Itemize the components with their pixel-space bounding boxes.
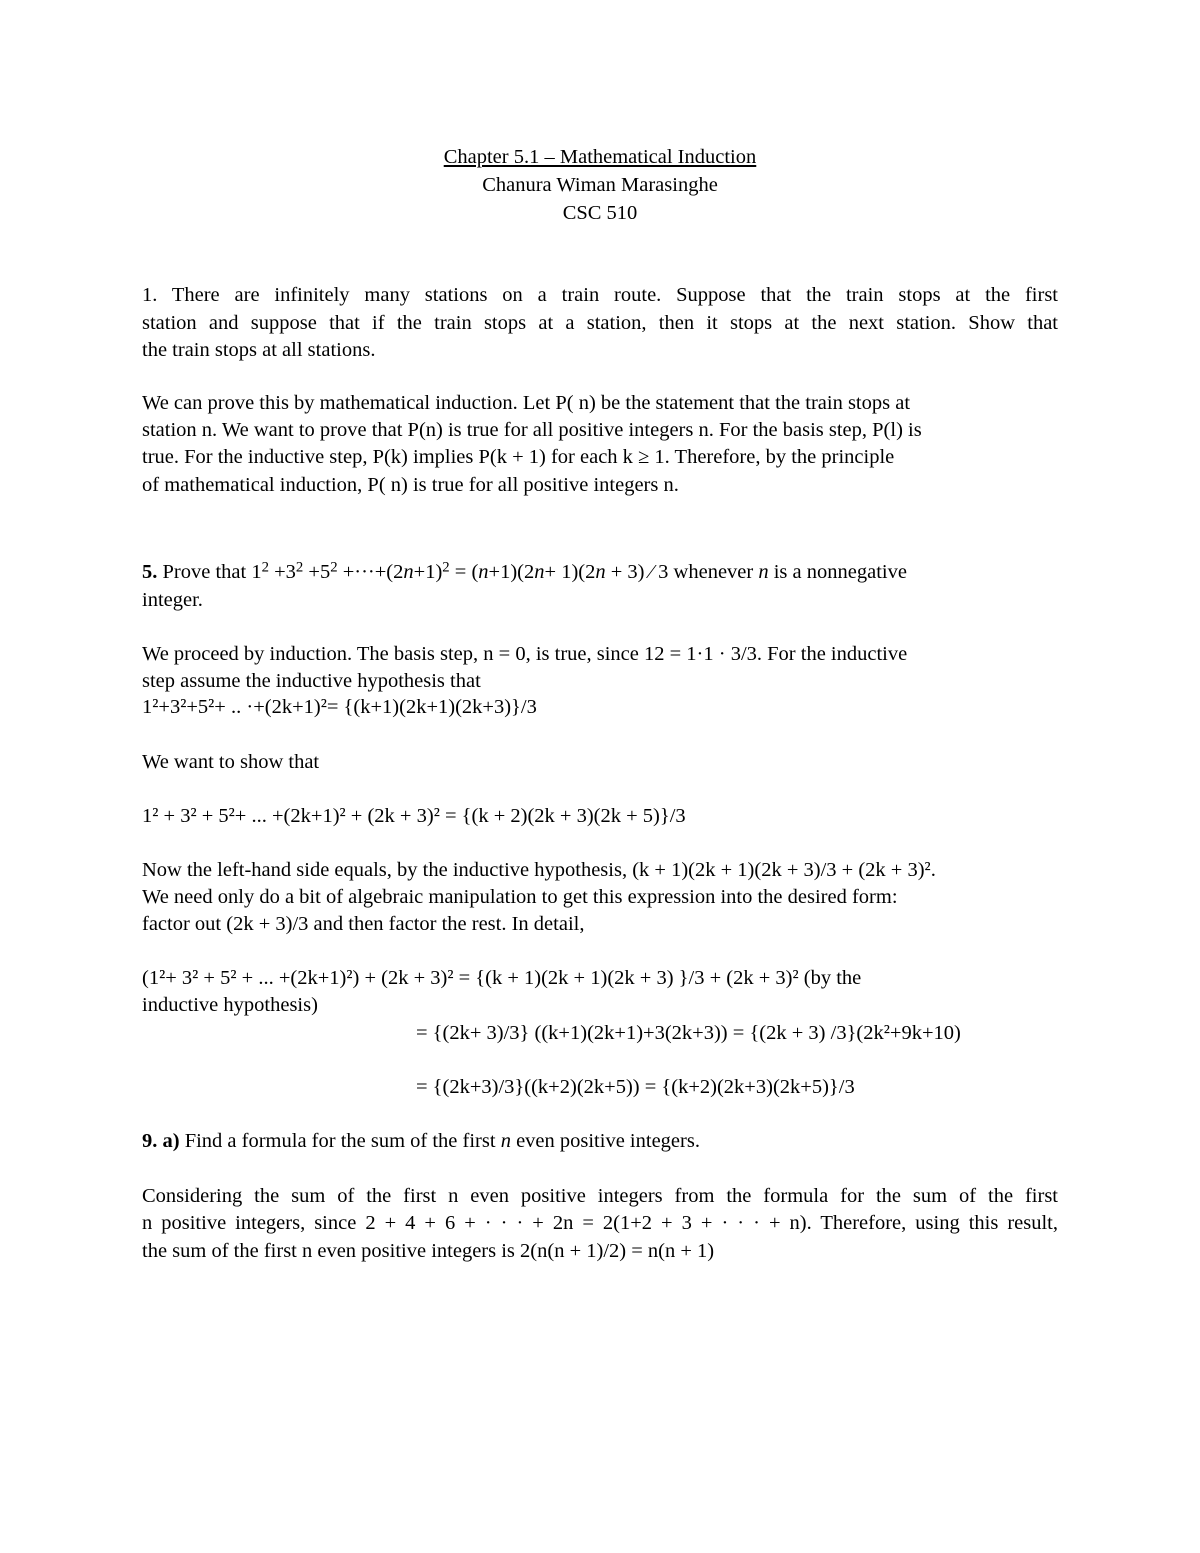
- answer-9-line-1: Considering the sum of the first n even positive integers from the formula for the sum of the first: [142, 1185, 1058, 1207]
- q5-exponent: 2: [261, 559, 269, 576]
- question-9a-number: 9. a): [142, 1130, 180, 1152]
- derivation-line-3: = {(2k+ 3)/3} ((k+1)(2k+1)+3(2k+3)) = {(2k + 3) /3}(2k²+9k+10): [416, 1022, 961, 1044]
- q5-variable: n: [758, 561, 769, 583]
- q5-exponent: 2: [295, 559, 304, 576]
- q5-text: is a nonnegative: [768, 561, 907, 583]
- question-5-number: 5.: [142, 561, 158, 583]
- q5-text: Prove that 1: [157, 561, 262, 583]
- answer-5-goal-intro: We want to show that: [142, 751, 320, 773]
- question-1-line-2: station and suppose that if the train stops at a station, then it stops at the next station. Show that: [142, 312, 1058, 334]
- author-name: Chanura Wiman Marasinghe: [482, 174, 718, 196]
- question-9a-statement: [142, 1131, 700, 1152]
- q5-text: + 1)(2: [544, 561, 596, 583]
- q5-variable: n: [595, 561, 606, 583]
- answer-9-line-2: n positive integers, since 2 + 4 + 6 + · · · + 2n = 2(1+2 + 3 + · · · + n). Therefore, using this result,: [142, 1212, 1058, 1234]
- answer-1-line-2: station n. We want to prove that P(n) is true for all positive integers n. For the basis step, P(l) is: [142, 419, 922, 441]
- q9-text: even positive integers.: [510, 1130, 700, 1152]
- q5-text: +1)(2: [488, 561, 535, 583]
- course-code: CSC 510: [562, 202, 638, 224]
- q5-exponent: 2: [442, 559, 450, 576]
- q5-variable: n: [478, 561, 489, 583]
- answer-9-line-3: the sum of the first n even positive integers is 2(n(n + 1)/2) = n(n + 1): [142, 1240, 715, 1262]
- derivation-line-1: (1²+ 3² + 5² + ... +(2k+1)²) + (2k + 3)² = {(k + 1)(2k + 1)(2k + 3) }/3 + (2k + 3)² (by the: [142, 967, 862, 989]
- q9-variable: n: [500, 1130, 511, 1152]
- q5-text: + 3) ⁄ 3 whenever: [605, 561, 759, 583]
- question-1-line-1: 1. There are infinitely many stations on a train route. Suppose that the train stops at the first: [142, 284, 1058, 306]
- derivation-line-2: inductive hypothesis): [142, 994, 318, 1016]
- answer-5-line-8: factor out (2k + 3)/3 and then factor the rest. In detail,: [142, 913, 585, 935]
- q5-text: +5: [303, 561, 331, 583]
- q5-text: +1): [413, 561, 443, 583]
- answer-5-line-2: step assume the inductive hypothesis that: [142, 670, 481, 692]
- q5-text: +3: [268, 561, 296, 583]
- q5-variable: n: [534, 561, 545, 583]
- q5-exponent: 2: [330, 559, 338, 576]
- question-1-line-3: the train stops at all stations.: [142, 339, 376, 361]
- answer-1-line-3: true. For the inductive step, P(k) implies P(k + 1) for each k ≥ 1. Therefore, by the principle: [142, 446, 895, 468]
- question-5-line-2: integer.: [142, 589, 203, 611]
- document-title: Chapter 5.1 – Mathematical Induction: [443, 146, 757, 168]
- inductive-hypothesis-equation: 1²+3²+5²+ .. ·+(2k+1)²= {(k+1)(2k+1)(2k+3)}/3: [142, 696, 537, 718]
- answer-5-line-6: Now the left-hand side equals, by the inductive hypothesis, (k + 1)(2k + 1)(2k + 3)/3 + (2k + 3)².: [142, 859, 936, 881]
- q5-text: +···+(2: [337, 561, 404, 583]
- q5-text: = (: [449, 561, 479, 583]
- answer-5-line-7: We need only do a bit of algebraic manipulation to get this expression into the desired form:: [142, 886, 898, 908]
- answer-5-line-1: We proceed by induction. The basis step, n = 0, is true, since 12 = 1·1 · 3/3. For the inductive: [142, 643, 908, 665]
- q9-text: Find a formula for the sum of the first: [179, 1130, 501, 1152]
- goal-equation: 1² + 3² + 5²+ ... +(2k+1)² + (2k + 3)² = {(k + 2)(2k + 3)(2k + 5)}/3: [142, 805, 686, 827]
- q5-variable: n: [403, 561, 414, 583]
- answer-1-line-1: We can prove this by mathematical induction. Let P( n) be the statement that the train stops at: [142, 392, 911, 414]
- derivation-line-4: = {(2k+3)/3}((k+2)(2k+5)) = {(k+2)(2k+3)(2k+5)}/3: [416, 1076, 855, 1098]
- answer-1-line-4: of mathematical induction, P( n) is true for all positive integers n.: [142, 474, 679, 496]
- question-5-statement: [142, 559, 907, 583]
